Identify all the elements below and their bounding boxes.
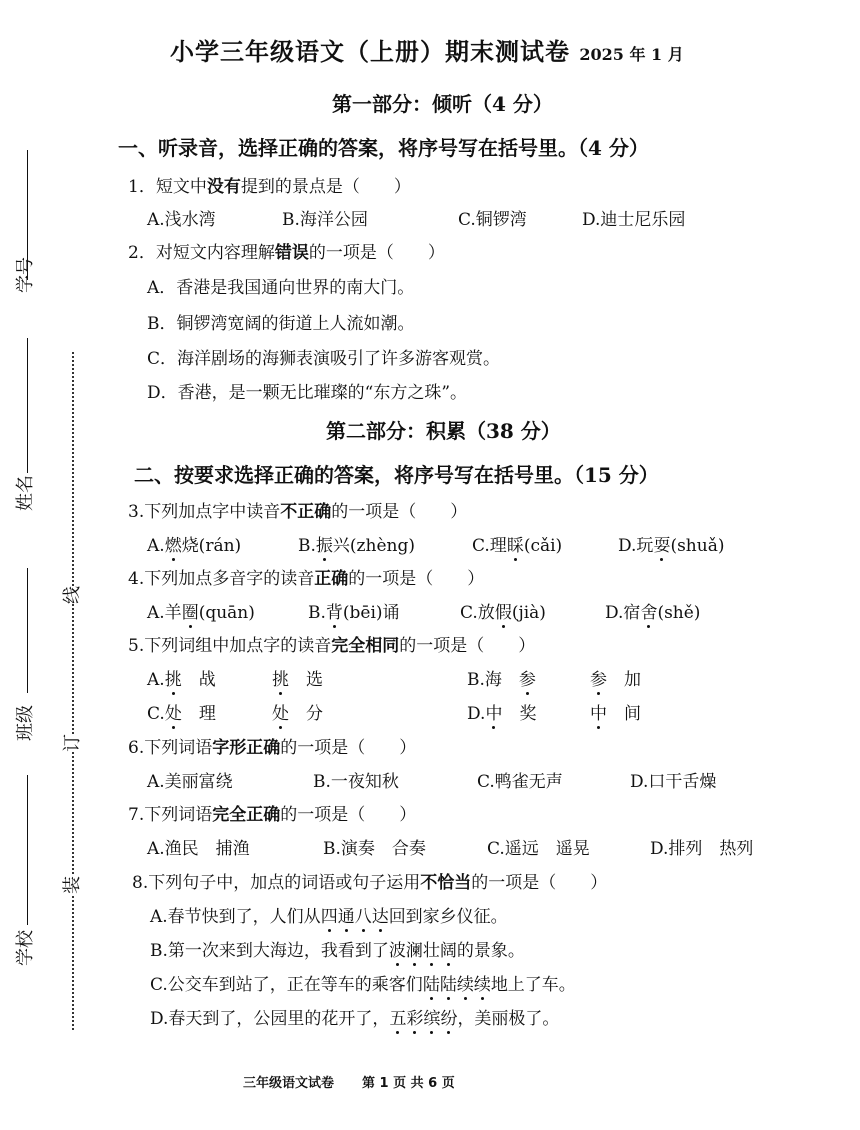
q8-suffix: 的一项是（ ）: [471, 873, 608, 893]
exam-title: [170, 32, 684, 67]
question-5: [128, 631, 535, 656]
q6-option-c: C.鸭雀无声: [477, 772, 563, 792]
q1-option-a: A.浅水湾: [147, 210, 216, 230]
q4-option-b: B.背(bēi)诵: [308, 603, 400, 623]
section1-title: 一、听录音，选择正确的答案，将序号写在括号里。（4 分）: [118, 136, 649, 160]
q4-option-a: A.羊圈(quān): [147, 603, 255, 623]
q8-option-b: B.第一次来到大海边，我看到了波澜壮阔的景象。: [150, 941, 525, 961]
q7-suffix: 的一项是（ ）: [280, 805, 417, 825]
q5-option-a2: 挑 选: [272, 670, 323, 690]
q8-option-c: C.公交车到站了，正在等车的乘客们陆陆续续地上了车。: [150, 975, 576, 995]
name-label: 姓名: [15, 475, 36, 511]
q3-option-c: C.理睬(cǎi): [472, 536, 563, 556]
q1-suffix: 提到的景点是（ ）: [240, 177, 411, 197]
q6-emphasis: 字形正确: [212, 738, 281, 758]
question-2: [128, 238, 445, 263]
q1-option-b: B.海洋公园: [282, 210, 368, 230]
q2-option-a: A．香港是我国通向世界的南大门。: [147, 278, 415, 298]
section2-title: 二、按要求选择正确的答案，将序号写在括号里。（15 分）: [134, 463, 659, 487]
q6-option-a: A.美丽富绕: [147, 772, 233, 792]
class-label: 班级: [15, 705, 36, 741]
q5-prefix: 5.下列词组中加点字的读音: [128, 636, 332, 656]
q8-emphasis: 不恰当: [420, 873, 472, 893]
q6-option-d: D.口干舌燥: [630, 772, 717, 792]
q7-emphasis: 完全正确: [212, 805, 281, 825]
q4-option-d: D.宿舍(shě): [605, 603, 701, 623]
q5-option-c: C.处 理: [147, 704, 216, 724]
question-4: [128, 564, 484, 589]
q6-option-b: B.一夜知秋: [313, 772, 399, 792]
question-3: [128, 497, 467, 522]
question-1: [128, 172, 411, 197]
exam-date: 2025 年 1 月: [579, 45, 684, 64]
q7-option-a: A.渔民 捕渔: [147, 839, 250, 859]
part2-title: 第二部分：积累（38 分）: [326, 419, 561, 443]
q3-option-d: D.玩耍(shuǎ): [618, 536, 725, 556]
q8-b-dotted: 波澜壮阔: [388, 941, 457, 961]
cut-line: [72, 352, 74, 1030]
q6-suffix: 的一项是（ ）: [280, 738, 417, 758]
question-8: [132, 868, 607, 893]
q3-emphasis: 不正确: [280, 502, 332, 522]
footer-page-number: 第 1 页 共 6 页: [362, 1076, 455, 1091]
q7-option-b: B.演奏 合奏: [323, 839, 426, 859]
q7-prefix: 7.下列词语: [128, 805, 213, 825]
q3-option-b: B.振兴(zhèng): [298, 536, 415, 556]
page-footer: [243, 1072, 483, 1091]
school-label: 学校: [15, 930, 36, 966]
q2-prefix: 2．对短文内容理解: [128, 243, 275, 263]
q7-option-c: C.遥远 遥晃: [487, 839, 590, 859]
q8-option-a: A.春节快到了，人们从四通八达回到家乡仪征。: [150, 907, 508, 927]
q1-emphasis: 没有: [206, 177, 241, 197]
q2-emphasis: 错误: [274, 243, 309, 263]
q4-emphasis: 正确: [314, 569, 349, 589]
q4-option-c: C.放假(jià): [460, 603, 546, 623]
q8-option-d: D.春天到了，公园里的花开了，五彩缤纷，美丽极了。: [150, 1009, 560, 1029]
q5-suffix: 的一项是（ ）: [399, 636, 536, 656]
q2-option-b: B．铜锣湾宽阔的街道上人流如潮。: [147, 314, 415, 334]
class-line: [27, 568, 28, 693]
q3-suffix: 的一项是（ ）: [331, 502, 468, 522]
q2-option-d: D．香港，是一颗无比璀璨的“东方之珠”。: [147, 383, 468, 403]
name-line: [27, 338, 28, 473]
q3-option-a: A.燃烧(rán): [147, 536, 242, 556]
q8-c-dotted: 陆陆续续: [422, 975, 491, 995]
q8-d-dotted: 五彩缤纷: [389, 1009, 458, 1029]
q8-a-dotted: 四通八达: [320, 907, 389, 927]
q5-option-a: A.挑 战: [147, 670, 216, 690]
question-6: [128, 733, 416, 758]
q5-option-b: B.海 参: [467, 670, 536, 690]
student-id-label: 学号: [15, 257, 36, 293]
cut-mark-bind: 订: [56, 734, 86, 752]
q5-option-d: D.中 奖: [467, 704, 537, 724]
q5-option-b2: 参 加: [590, 670, 641, 690]
q6-prefix: 6.下列词语: [128, 738, 213, 758]
footer-subject: 三年级语文试卷: [243, 1076, 335, 1091]
q1-option-c: C.铜锣湾: [458, 210, 527, 230]
q5-emphasis: 完全相同: [331, 636, 400, 656]
q8-prefix: 8.下列句子中，加点的词语或句子运用: [132, 873, 421, 893]
school-line: [27, 775, 28, 925]
q3-prefix: 3.下列加点字中读音: [128, 502, 281, 522]
part1-title: 第一部分：倾听（4 分）: [332, 92, 553, 116]
cut-mark-line: 线: [56, 586, 86, 604]
q5-option-c2: 处 分: [272, 704, 323, 724]
exam-title-text: 小学三年级语文（上册）期末测试卷: [170, 37, 570, 66]
q1-prefix: 1．短文中: [128, 177, 207, 197]
q7-option-d: D.排列 热列: [650, 839, 754, 859]
question-7: [128, 800, 416, 825]
q1-option-d: D.迪士尼乐园: [582, 210, 686, 230]
cut-mark-staple: 装: [56, 876, 86, 894]
q2-suffix: 的一项是（ ）: [308, 243, 445, 263]
q4-suffix: 的一项是（ ）: [348, 569, 485, 589]
q2-option-c: C．海洋剧场的海狮表演吸引了许多游客观赏。: [147, 349, 501, 369]
q4-prefix: 4.下列加点多音字的读音: [128, 569, 315, 589]
q5-option-d2: 中 间: [590, 704, 641, 724]
